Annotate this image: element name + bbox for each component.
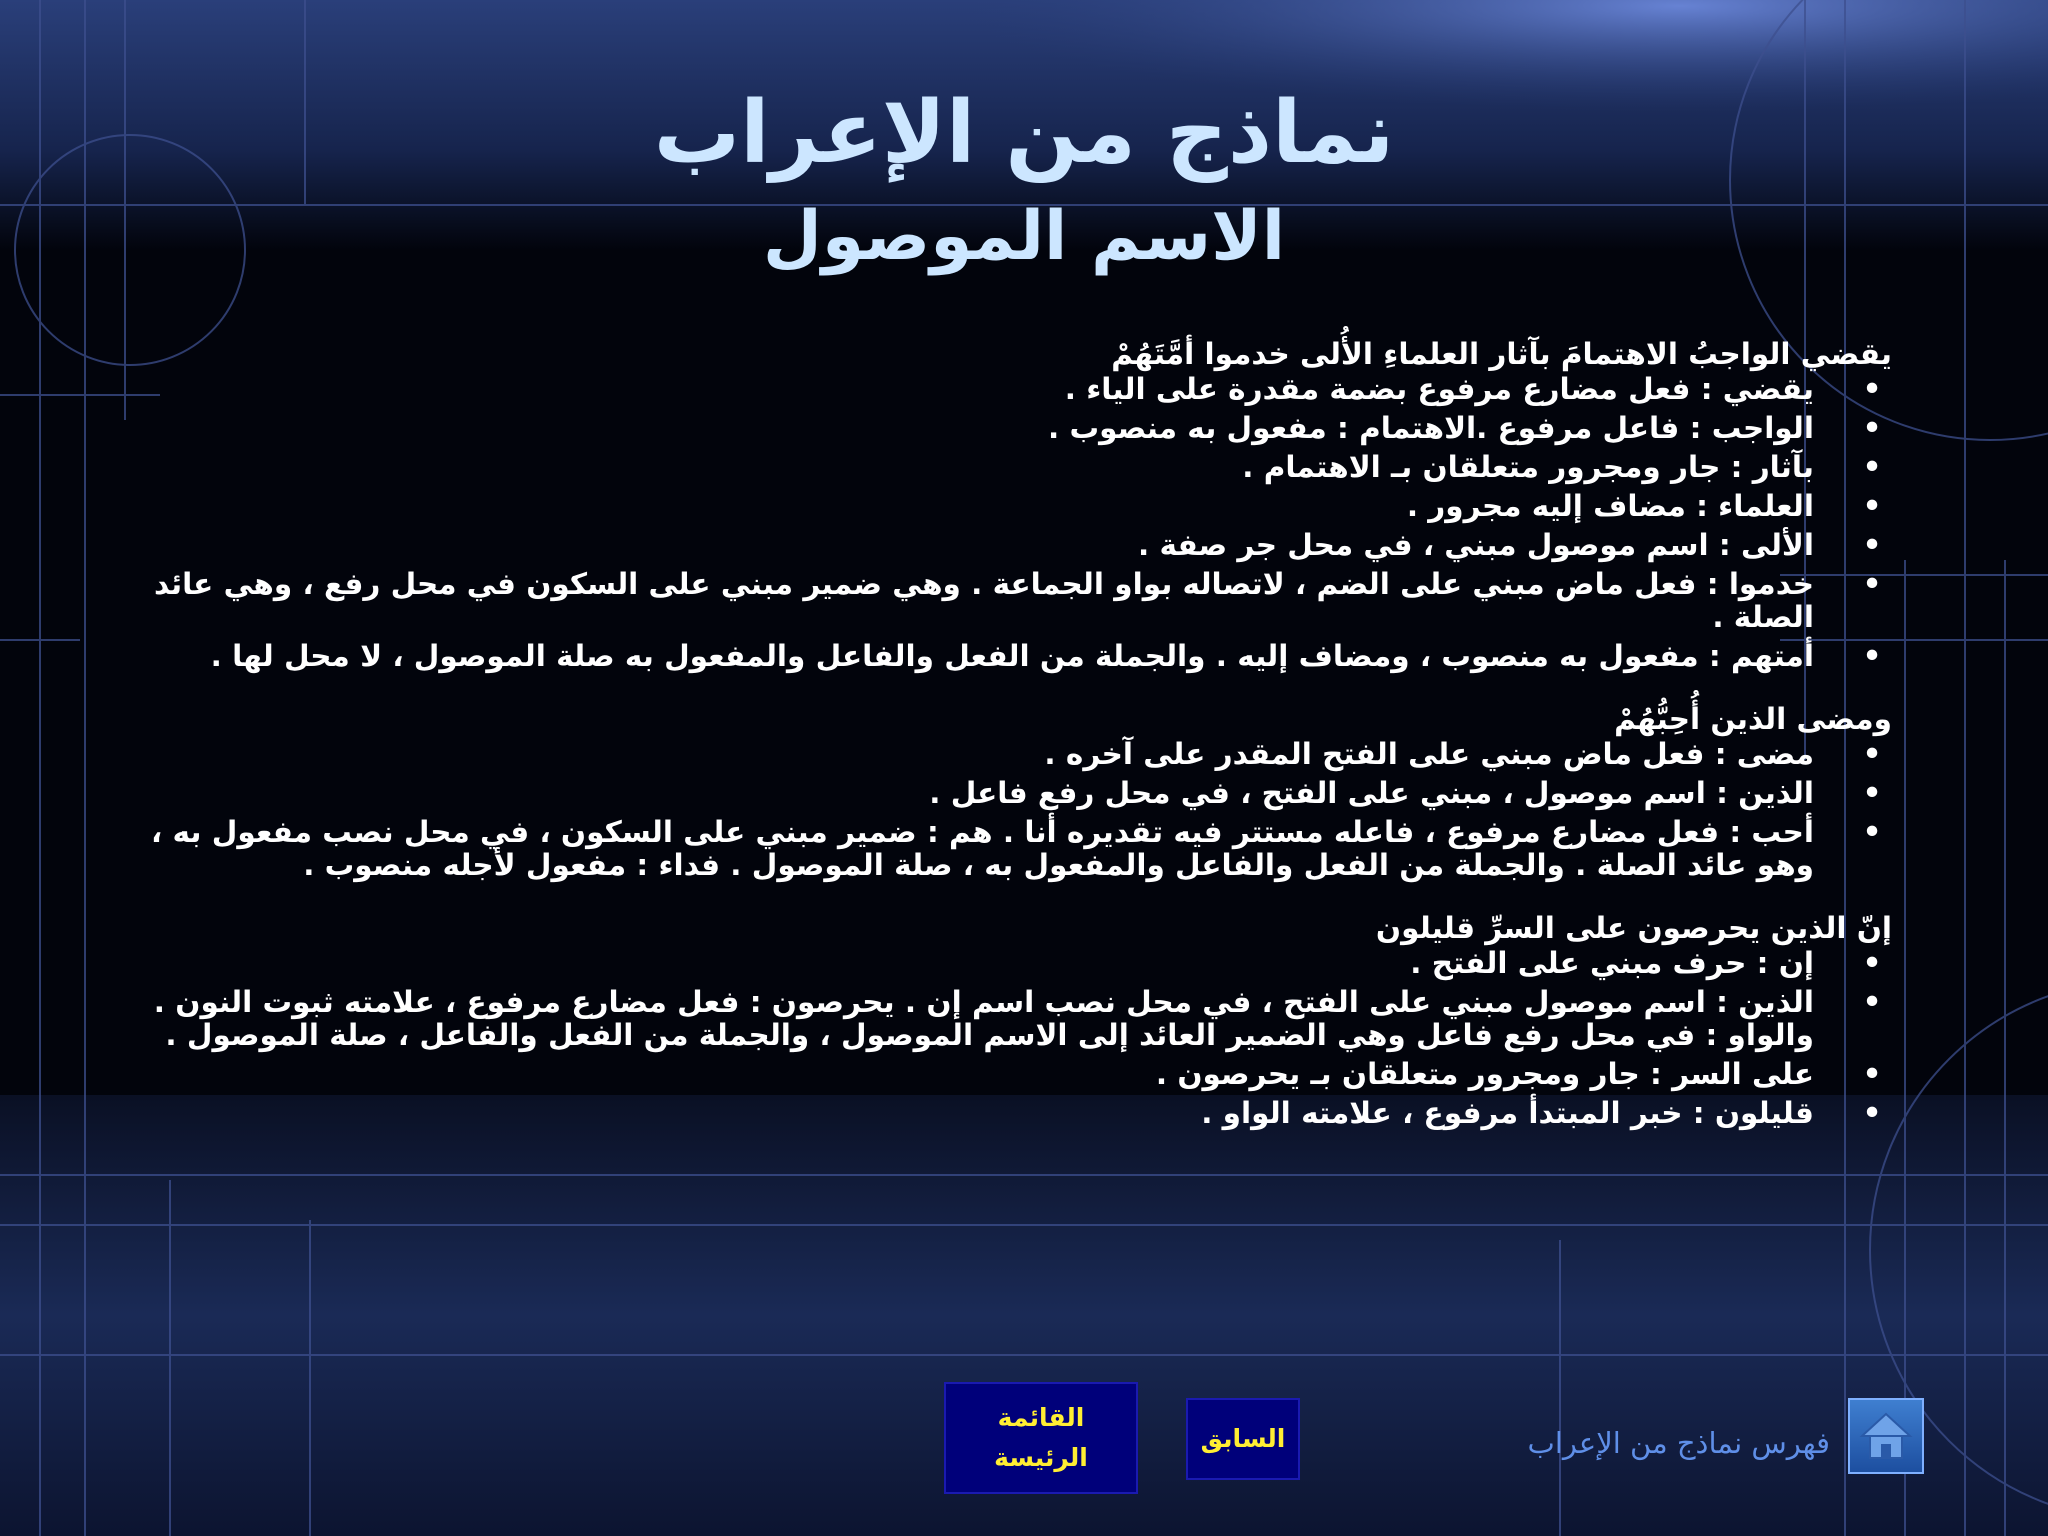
bullet-icon: •: [1862, 815, 1882, 849]
analysis-text: إن : حرف مبني على الفتح .: [1410, 946, 1814, 980]
main-menu-label-line1: القائمة: [997, 1403, 1085, 1432]
bullet-icon: •: [1862, 737, 1882, 771]
analysis-text: خدموا : فعل ماض مبني على الضم ، لاتصاله بواو الجماعة . وهي ضمير مبني على السكون في محل رفع ، وهي عائد الصلة .: [153, 567, 1814, 634]
analysis-text: يقضي : فعل مضارع مرفوع بضمة مقدرة على الياء .: [1064, 372, 1814, 406]
analysis-text: قليلون : خبر المبتدأ مرفوع ، علامته الواو .: [1201, 1096, 1814, 1130]
analysis-list: [140, 947, 1892, 1130]
bullet-icon: •: [1862, 946, 1882, 980]
bullet-icon: •: [1862, 1057, 1882, 1091]
example-section-1: [140, 338, 1892, 673]
home-button[interactable]: [1848, 1398, 1924, 1474]
analysis-item: [140, 1097, 1892, 1130]
example-section-3: [140, 912, 1892, 1130]
previous-label: السابق: [1200, 1424, 1286, 1453]
analysis-item: [140, 451, 1892, 484]
example-section-2: [140, 703, 1892, 882]
analysis-item: [140, 1058, 1892, 1091]
bullet-icon: •: [1862, 411, 1882, 445]
analysis-item: [140, 816, 1892, 882]
example-sentence: يقضي الواجبُ الاهتمامَ بآثار العلماءِ الأُلى خدموا أمَّتَهُمْ: [1111, 337, 1892, 371]
analysis-item: [140, 529, 1892, 562]
analysis-text: العلماء : مضاف إليه مجرور .: [1406, 489, 1814, 523]
slide-content: [140, 338, 1892, 1160]
bullet-icon: •: [1862, 567, 1882, 601]
analysis-item: [140, 777, 1892, 810]
bullet-icon: •: [1862, 1096, 1882, 1130]
main-menu-label-line2: الرئيسة: [994, 1443, 1088, 1472]
analysis-list: [140, 738, 1892, 882]
analysis-text: الألى : اسم موصول مبني ، في محل جر صفة .: [1138, 528, 1814, 562]
analysis-item: [140, 738, 1892, 771]
analysis-item: [140, 640, 1892, 673]
analysis-item: [140, 373, 1892, 406]
bullet-icon: •: [1862, 776, 1882, 810]
analysis-text: الذين : اسم موصول مبني على الفتح ، في محل نصب اسم إن . يحرصون : فعل مضارع مرفوع ، علامته ثبوت النون . والواو : في محل رفع فاعل وهي الضمير العائد إلى الاسم الموصول ، والجملة من الفعل والفاعل ، صلة الموصول .: [153, 985, 1814, 1052]
analysis-text: مضى : فعل ماض مبني على الفتح المقدر على آخره .: [1044, 737, 1814, 771]
bullet-icon: •: [1862, 450, 1882, 484]
example-sentence: إنّ الذين يحرصون على السرِّ قليلون: [1375, 911, 1892, 945]
analysis-text: الذين : اسم موصول ، مبني على الفتح ، في محل رفع فاعل .: [929, 776, 1814, 810]
analysis-text: على السر : جار ومجرور متعلقان بـ يحرصون .: [1155, 1057, 1814, 1091]
analysis-text: أمتهم : مفعول به منصوب ، ومضاف إليه . والجملة من الفعل والفاعل والمفعول به صلة الموصول ، لا محل لها .: [210, 639, 1814, 673]
analysis-text: بآثار : جار ومجرور متعلقان بـ الاهتمام .: [1242, 450, 1814, 484]
bullet-icon: •: [1862, 639, 1882, 673]
analysis-item: [140, 947, 1892, 980]
analysis-text: الواجب : فاعل مرفوع .الاهتمام : مفعول به منصوب .: [1048, 411, 1814, 445]
previous-button[interactable]: [1186, 1398, 1300, 1480]
analysis-list: [140, 373, 1892, 673]
page-title: نماذج من الإعراب: [653, 83, 1395, 183]
bullet-icon: •: [1862, 489, 1882, 523]
index-link[interactable]: فهرس نماذج من الإعراب: [1527, 1426, 1830, 1460]
example-sentence: ومضى الذين أُحِبُّهُمْ: [1614, 702, 1892, 736]
home-icon: [1858, 1408, 1914, 1464]
analysis-item: [140, 412, 1892, 445]
bullet-icon: •: [1862, 372, 1882, 406]
bullet-icon: •: [1862, 985, 1882, 1019]
main-menu-label: [994, 1398, 1088, 1478]
analysis-item: [140, 568, 1892, 634]
analysis-item: [140, 986, 1892, 1052]
main-menu-button[interactable]: [944, 1382, 1138, 1494]
bullet-icon: •: [1862, 528, 1882, 562]
analysis-item: [140, 490, 1892, 523]
analysis-text: أحب : فعل مضارع مرفوع ، فاعله مستتر فيه تقديره أنا . هم : ضمير مبني على السكون ، في محل نصب مفعول به ، وهو عائد الصلة . والجملة من الفعل والفاعل والمفعول به ، صلة الموصول . فداء : مفعول لأجله منصوب .: [151, 815, 1814, 882]
page-subtitle: الاسم الموصول: [762, 197, 1286, 276]
